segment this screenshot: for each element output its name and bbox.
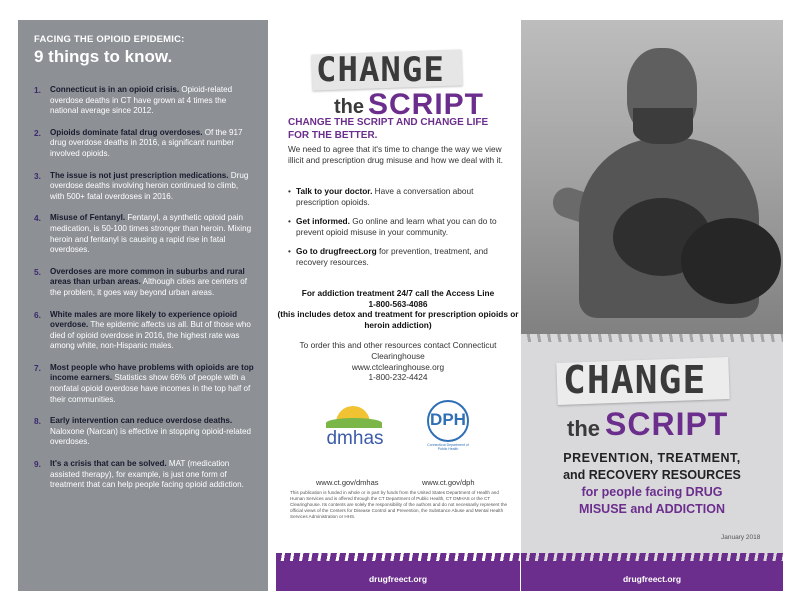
dmhas-logo [320,404,390,452]
cover-tagline [521,450,783,518]
facts-panel [18,20,268,591]
torn-edge [276,553,520,561]
torn-edge [521,334,783,342]
action-text [296,186,510,208]
fact-text: Opioid-related overdose deaths in CT have grown at 4 times the national average since 2012. [50,85,233,116]
fact-item [34,171,254,203]
cover-panel [521,20,783,591]
footer-url[interactable]: drugfreect.org [368,574,428,584]
fact-heading: Overdoses are more common in suburbs and rural areas than urban areas. [50,266,245,287]
fact-text: Fentanyl, a synthetic opioid pain medication, is 50-100 times stronger than heroin. Mixing heroin and fentanyl is causing a rapid rise in fatal overdoses. [50,213,252,255]
action-bold: Get informed. [296,216,350,226]
dph-url[interactable]: www.ct.gov/dph [422,478,475,487]
fact-text: Drug overdose deaths involving heroin continued to climb, with 500+ fatal overdoses in 2016. [50,170,249,201]
action-bold: Talk to your doctor. [296,186,373,196]
fact-heading: Connecticut is in an opioid crisis. [50,85,180,94]
fact-number: 3. [34,170,41,181]
fact-text: Of the 917 drug overdose deaths in 2016, a significant number involved opioids. [50,127,243,158]
torn-edge [521,553,783,561]
fact-item [34,310,254,352]
fact-text: Although cities are centers of the problem, it goes way beyond urban areas. [50,277,248,297]
fact-item [34,363,254,405]
order-url[interactable]: www.ctclearinghouse.org [351,361,445,372]
fact-number: 5. [34,266,41,277]
photo-beard [633,108,693,144]
info-headline: CHANGE THE SCRIPT AND CHANGE LIFE FOR THE BETTER. [288,117,489,141]
fact-item [34,459,254,491]
fact-heading: The issue is not just prescription medications. [50,170,229,180]
fact-body [50,416,254,448]
info-panel [276,20,520,591]
fact-text: Statistics show 66% of people with a nonfatal opioid overdose have incomes in the top half of their communities. [50,373,251,404]
bullet-icon: • [288,186,291,196]
fact-body [50,85,254,117]
fact-item [34,213,254,255]
fact-body [50,213,254,255]
change-the-script-logo [306,46,496,126]
fact-item [34,416,254,448]
info-footer [276,558,520,591]
fact-body [50,128,254,160]
fact-text: MAT (medication assisted therapy), for example, is just one form of treatment that can help people facing opioid addiction. [50,459,244,490]
action-item [288,186,510,208]
facts-title: 9 things to know. [34,47,173,66]
fact-number: 2. [34,127,41,138]
action-bold: Go to drugfreect.org [296,246,377,256]
photo-knee-right [681,218,781,304]
fact-number: 7. [34,362,41,373]
dph-logo-text: DPH [430,410,466,429]
info-intro: We need to agree that it's time to change the way we view illicit and prescription drug misuse and how we deal with it. [288,144,503,165]
fact-number: 1. [34,85,41,95]
action-rest: Go online and learn what you can do to prevent opioid misuse in your community. [296,216,497,237]
bullet-icon: • [288,216,291,226]
fact-heading: Early intervention can reduce overdose deaths. [50,416,233,426]
dmhas-url[interactable]: www.ct.gov/dmhas [316,478,379,487]
action-text [296,246,510,268]
logo-change-text: CHANGE [316,50,445,90]
order-phone[interactable]: 1-800-232-4424 [368,372,428,383]
fact-item [34,85,254,117]
cover-line-1: PREVENTION, TREATMENT, [563,451,741,465]
fact-heading: Most people who have problems with opioids are top income earners. [50,362,254,383]
dmhas-hill-icon [326,418,382,428]
action-item [288,246,510,268]
action-text [296,216,510,238]
access-line-phone[interactable]: 1-800-563-4086 [368,298,428,309]
fact-number: 4. [34,213,41,224]
cover-paper-area [521,338,783,560]
cover-line-3: for people facing DRUG [581,485,723,499]
facts-kicker: FACING THE OPIOID EPIDEMIC: [34,34,185,45]
cover-logo [543,356,763,442]
dph-logo-subtext: Connecticut Department of Public Health [427,443,469,451]
contact-block [276,288,520,393]
action-rest: for prevention, treatment, and recovery resources. [296,246,488,267]
bullet-icon: • [288,246,291,256]
order-label: To order this and other resources contact Connecticut Clearinghouse [299,340,497,361]
access-line-label: For addiction treatment 24/7 call the Access Line [301,288,495,298]
access-line-note: (this includes detox and treatment for prescription opioids or heroin addiction) [277,309,519,330]
cover-line-4: MISUSE and ADDICTION [578,502,726,516]
fact-item [34,267,254,299]
fact-heading: Opioids dominate fatal drug overdoses. [50,127,203,137]
fact-item [34,128,254,160]
fact-body [50,267,254,299]
action-list [288,186,510,276]
fact-body [50,171,254,203]
cover-logo-the: the [567,416,600,441]
fact-number: 9. [34,459,41,470]
logo-script-text: SCRIPT [368,88,485,121]
action-rest: Have a conversation about prescription opioids. [296,186,474,207]
cover-photo [521,20,783,342]
cover-line-2: and RECOVERY RESOURCES [563,468,741,482]
fact-text: Naloxone (Narcan) is effective in stopping opioid-related overdoses. [50,426,251,447]
fact-heading: Misuse of Fentanyl. [50,213,126,223]
fact-body [50,459,254,491]
fact-number: 6. [34,309,41,320]
logo-the-text: the [334,96,364,118]
cover-footer-url[interactable]: drugfreect.org [622,574,682,584]
cover-logo-script: SCRIPT [605,406,729,442]
dph-logo [424,400,472,450]
action-item [288,216,510,238]
facts-list [34,85,254,491]
fact-number: 8. [34,416,41,427]
cover-logo-change: CHANGE [563,358,707,402]
fact-body [50,310,254,352]
cover-date: January 2018 [721,534,761,541]
dmhas-logo-text: dmhas [326,428,384,449]
cover-footer [521,558,783,591]
fact-text: The epidemic affects us all. But of those who died of opioid overdose in 2016, the highest rate was among white, non-Hispanic males. [50,320,251,351]
funding-fine-print: This publication is funded in whole or in part by funds from the United States Department of Health and Human Services and is offered through the CT Department of Public Health, CT DMHAS or the CT Clearinghouse. Its contents are solely the responsibility of the authors and do not necessarily represent the official views of the Centers for Disease Control and Prevention, the Substance Abuse and Mental Health Services Administration or HHS. [290,490,508,519]
fact-heading: White males are more likely to experience opioid overdose. [50,309,238,330]
fact-body [50,363,254,405]
fact-heading: It's a crisis that can be solved. [50,459,167,469]
